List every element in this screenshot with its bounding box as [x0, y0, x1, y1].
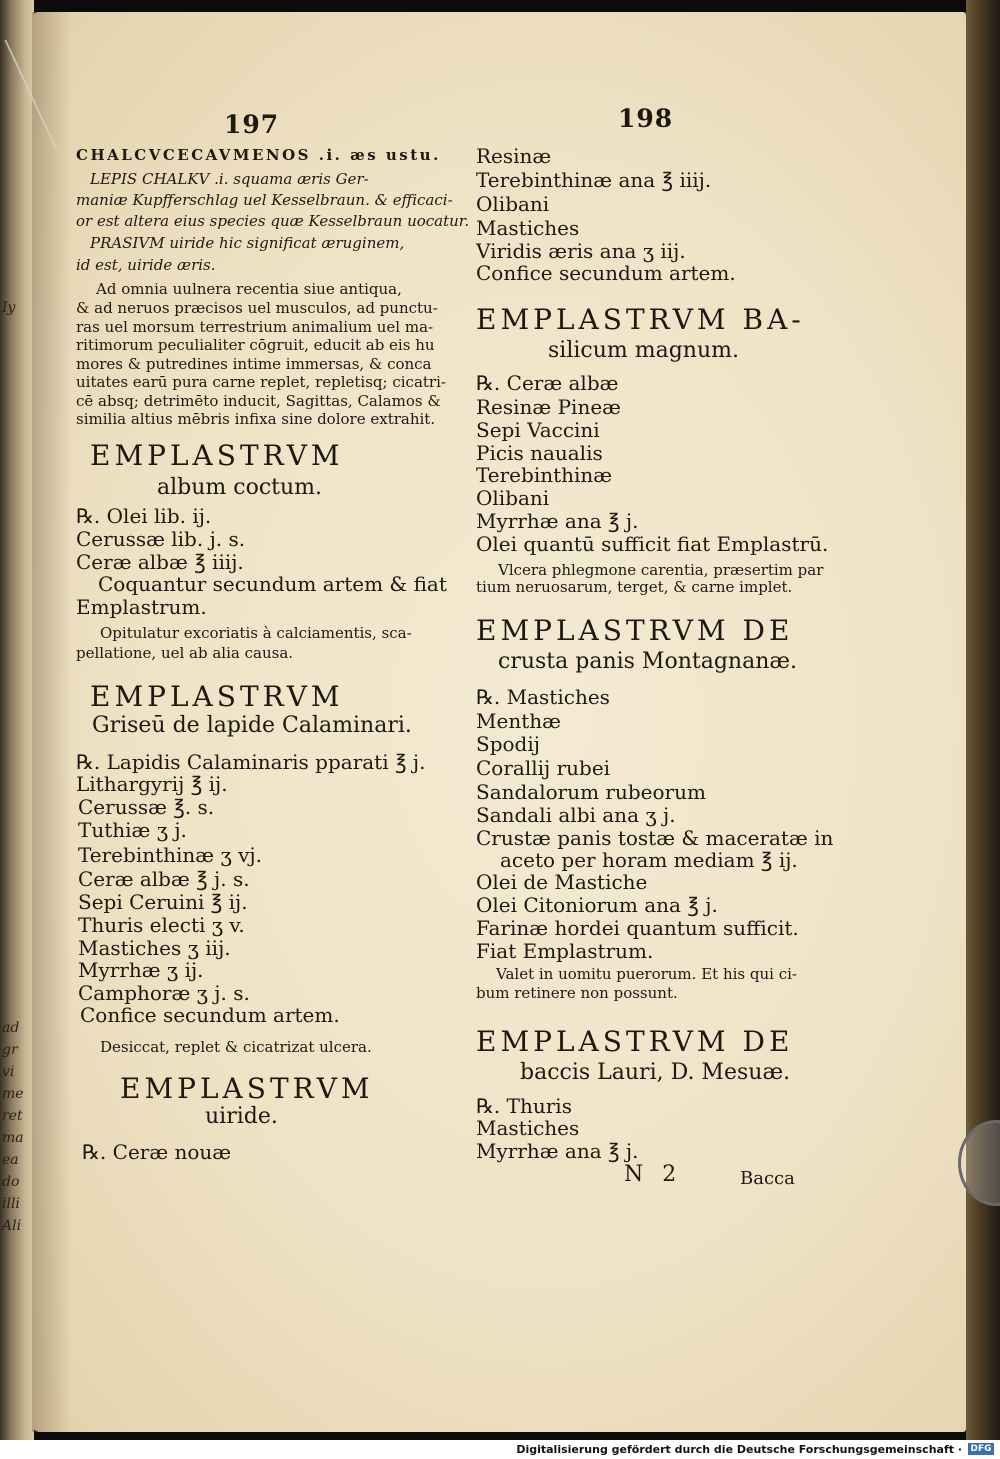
spine-shadow: [32, 12, 72, 1432]
recipe-subheading: crusta panis Montagnanæ.: [498, 649, 798, 674]
ingredient-line: Coquantur secundum artem & fiat: [98, 572, 447, 596]
ingredient-line: Cerussæ lib. j. s.: [76, 527, 246, 551]
recipe-subheading: baccis Lauri, D. Mesuæ.: [520, 1060, 791, 1085]
recipe-subheading: silicum magnum.: [548, 338, 739, 363]
ingredient-line: Terebinthinæ ʒ vj.: [78, 843, 262, 867]
margin-fragment: gr: [2, 1042, 18, 1058]
margin-fragment: illi: [2, 1196, 20, 1212]
ingredient-line: Ceræ albæ ℥ j. s.: [78, 867, 250, 891]
intro-line: uitates earū pura carne replet, repletisq; cicatri-: [76, 373, 446, 391]
margin-fragment: me: [2, 1086, 24, 1102]
note-line: Opitulatur excoriatis à calciamentis, sca-: [100, 624, 412, 642]
ingredient-line: Sepi Ceruini ℥ ij.: [78, 890, 248, 914]
ingredient-line: ℞. Ceræ nouæ: [82, 1140, 232, 1164]
ingredient-line: Corallij rubei: [476, 756, 611, 780]
ingredient-line: Olei de Mastiche: [476, 870, 648, 894]
ingredient-line: Farinæ hordei quantum sufficit.: [476, 916, 799, 940]
margin-fragment: ad: [2, 1020, 20, 1036]
glossary-line: PRASIVM uiride hic significat æruginem,: [90, 234, 405, 252]
ingredient-line: Confice secundum artem.: [476, 261, 736, 285]
ingredient-line: Confice secundum artem.: [80, 1003, 340, 1027]
ingredient-line: Resinæ: [476, 144, 552, 168]
ingredient-line: Tuthiæ ʒ j.: [78, 818, 187, 842]
ingredient-line: ℞. Mastiches: [476, 685, 610, 709]
recipe-heading: EMPLASTRVM: [120, 1072, 374, 1105]
ingredient-line: Terebinthinæ: [476, 463, 613, 487]
ingredient-line: Sandalorum rubeorum: [476, 780, 706, 804]
ingredient-line: Camphoræ ʒ j. s.: [78, 981, 250, 1005]
ingredient-line: ℞. Ceræ albæ: [476, 371, 619, 395]
glossary-line: LEPIS CHALKV .i. squama æris Ger-: [90, 170, 369, 188]
note-line: tium neruosarum, terget, & carne implet.: [476, 578, 793, 596]
ingredient-line: Olei quantū sufficit fiat Emplastrū.: [476, 532, 829, 556]
catchword: Bacca: [740, 1168, 795, 1189]
folio-right: 198: [618, 104, 674, 133]
recipe-subheading: uiride.: [205, 1104, 278, 1129]
signature-mark: N 2: [624, 1162, 683, 1187]
ingredient-line: aceto per horam mediam ℥ ij.: [500, 848, 798, 872]
margin-fragment: Iy: [2, 300, 16, 316]
ingredient-line: Sepi Vaccini: [476, 418, 600, 442]
ingredient-line: Fiat Emplastrum.: [476, 939, 654, 963]
ingredient-line: Ceræ albæ ℥ iiij.: [76, 550, 244, 574]
ingredient-line: Olei Citoniorum ana ℥ j.: [476, 893, 718, 917]
ingredient-line: Sandali albi ana ʒ j.: [476, 803, 676, 827]
margin-fragment: Ali: [2, 1218, 22, 1234]
ingredient-line: ℞. Olei lib. ij.: [76, 504, 212, 528]
recipe-heading: EMPLASTRVM DE: [476, 614, 794, 647]
ingredient-line: Olibani: [476, 486, 550, 510]
folio-left: 197: [224, 110, 280, 139]
glossary-line: maniæ Kupfferschlag uel Kesselbraun. & efficaci-: [76, 191, 453, 209]
previous-page-edge: [0, 0, 34, 1440]
margin-fragment: ea: [2, 1152, 19, 1168]
ingredient-line: Thuris electi ʒ v.: [78, 913, 245, 937]
digitization-footer: [0, 1440, 1000, 1459]
glossary-line: or est altera eius species quæ Kesselbraun uocatur.: [76, 212, 470, 230]
note-line: Desiccat, replet & cicatrizat ulcera.: [100, 1038, 372, 1056]
margin-fragment: do: [2, 1174, 20, 1190]
ingredient-line: Cerussæ ℥. s.: [78, 795, 215, 819]
ingredient-line: Myrrhæ ana ℥ j.: [476, 509, 639, 533]
ingredient-line: Resinæ Pineæ: [476, 395, 621, 419]
recipe-subheading: Griseū de lapide Calaminari.: [92, 713, 412, 738]
intro-line: ritimorum peculialiter cōgruit, educit ab eis hu: [76, 336, 435, 354]
footer-credit: Digitalisierung gefördert durch die Deutsche Forschungsgemeinschaft ·: [516, 1443, 962, 1456]
ingredient-line: Olibani: [476, 192, 550, 216]
ingredient-line: ℞. Thuris: [476, 1094, 572, 1118]
margin-fragment: vi: [2, 1064, 15, 1080]
ingredient-line: Emplastrum.: [76, 595, 207, 619]
ingredient-line: Terebinthinæ ana ℥ iiij.: [476, 168, 712, 192]
note-line: pellatione, uel ab alia causa.: [76, 644, 294, 662]
ingredient-line: Picis naualis: [476, 441, 603, 465]
ingredient-line: Mastiches: [476, 1116, 580, 1140]
book-edge-right: [966, 0, 1000, 1440]
recipe-heading: EMPLASTRVM: [90, 439, 344, 472]
ingredient-line: Crustæ panis tostæ & maceratæ in: [476, 826, 834, 850]
dfg-logo-icon: DFG: [968, 1443, 994, 1455]
ingredient-line: Viridis æris ana ʒ iij.: [476, 239, 686, 263]
intro-line: cē absq; detrimēto inducit, Sagittas, Calamos &: [76, 392, 441, 410]
note-line: Valet in uomitu puerorum. Et his qui ci-: [496, 965, 797, 983]
ingredient-line: Myrrhæ ʒ ij.: [78, 958, 204, 982]
recipe-subheading: album coctum.: [157, 475, 323, 500]
glossary-line: CHALCVCECAVMENOS .i. æs ustu.: [76, 146, 441, 164]
intro-line: mores & putredines intime immersas, & conca: [76, 355, 432, 373]
ingredient-line: Lithargyrij ℥ ij.: [76, 772, 228, 796]
note-line: Vlcera phlegmone carentia, præsertim par: [498, 561, 824, 579]
ingredient-line: ℞. Lapidis Calaminaris pparati ℥ j.: [76, 750, 426, 774]
intro-line: Ad omnia uulnera recentia siue antiqua,: [96, 280, 402, 298]
intro-line: similia altius mēbris infixa sine dolore extrahit.: [76, 410, 436, 428]
ingredient-line: Spodij: [476, 732, 540, 756]
intro-line: & ad neruos præcisos uel musculos, ad punctu-: [76, 299, 438, 317]
note-line: bum retinere non possunt.: [476, 984, 678, 1002]
intro-line: ras uel morsum terrestrium animalium uel ma-: [76, 318, 434, 336]
recipe-heading: EMPLASTRVM BA-: [476, 303, 805, 336]
margin-fragment: ret: [2, 1108, 23, 1124]
ingredient-line: Myrrhæ ana ℥ j.: [476, 1139, 639, 1163]
ingredient-line: Mastiches: [476, 216, 580, 240]
recipe-heading: EMPLASTRVM: [90, 680, 344, 713]
ingredient-line: Mastiches ʒ iij.: [78, 936, 231, 960]
glossary-line: id est, uiride æris.: [76, 256, 216, 274]
margin-fragment: ma: [2, 1130, 24, 1146]
ingredient-line: Menthæ: [476, 709, 561, 733]
recipe-heading: EMPLASTRVM DE: [476, 1025, 794, 1058]
